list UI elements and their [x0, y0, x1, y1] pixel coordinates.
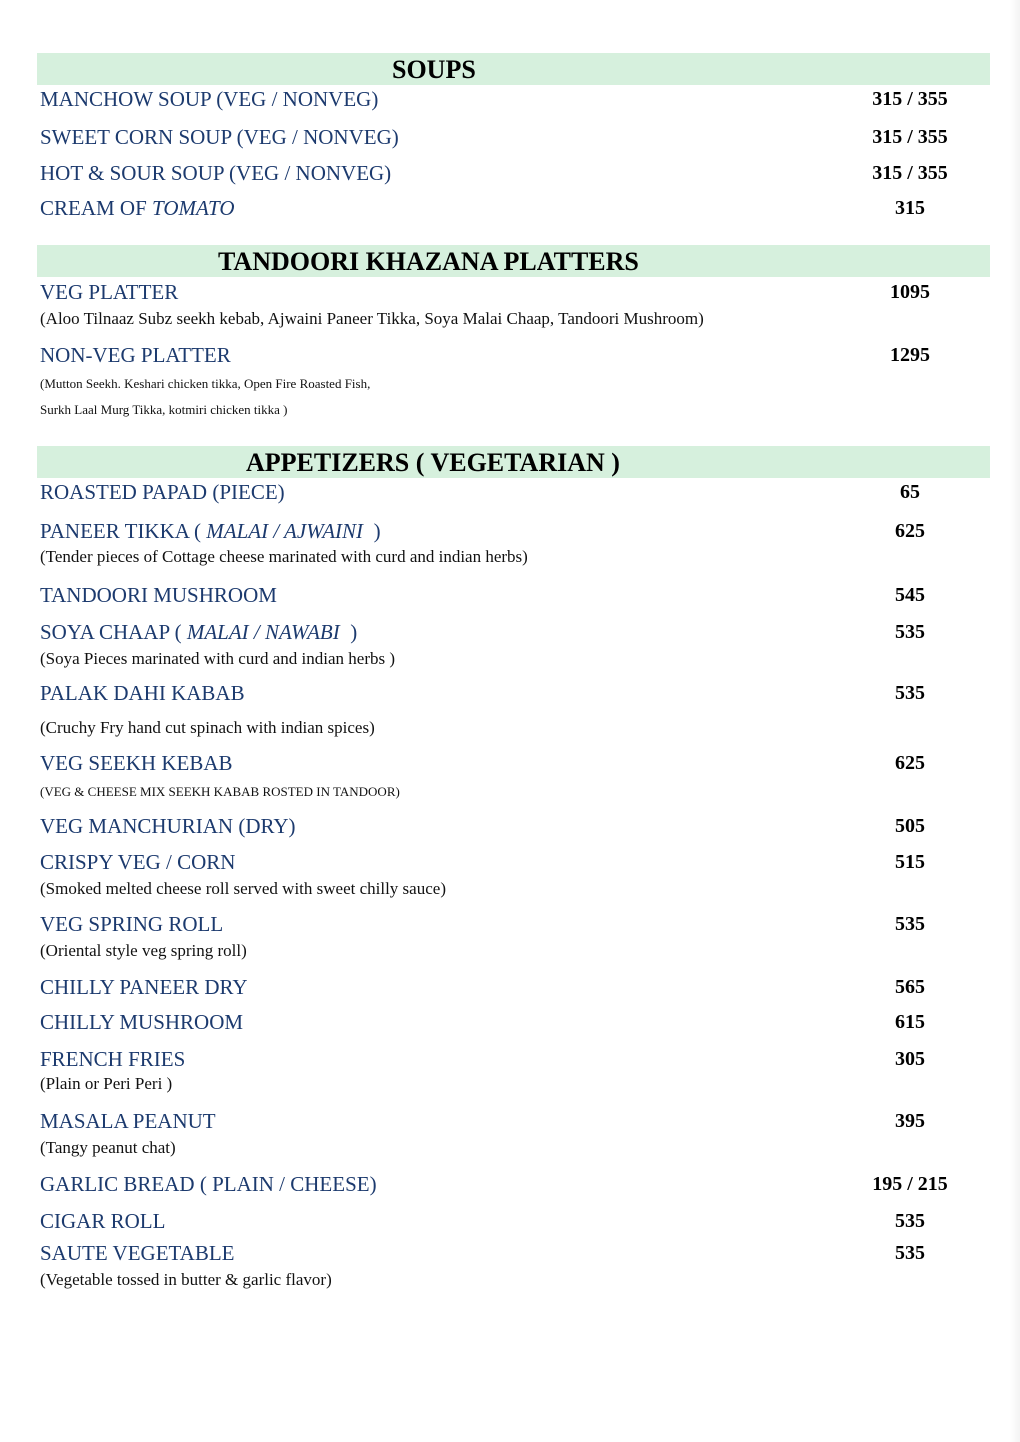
menu-item-name — [40, 519, 381, 543]
menu-item-description: (Aloo Tilnaaz Subz seekh kebab, Ajwaini Paneer Tikka, Soya Malai Chaap, Tandoori Mushroom) — [40, 309, 704, 328]
menu-item-description: (Cruchy Fry hand cut spinach with indian spices) — [40, 718, 375, 737]
menu-item-name: PALAK DAHI KABAB — [40, 681, 245, 705]
menu-item-name: ROASTED PAPAD (PIECE) — [40, 480, 285, 504]
section-title: APPETIZERS ( VEGETARIAN ) — [246, 448, 620, 477]
menu-item-price: 535 — [895, 913, 925, 935]
menu-item-description: (Oriental style veg spring roll) — [40, 941, 247, 960]
menu-item-name: VEG SEEKH KEBAB — [40, 751, 233, 775]
menu-item-name-italic: MALAI / AJWAINI — [206, 519, 364, 543]
menu-item-name: CHILLY PANEER DRY — [40, 975, 248, 999]
section-title: SOUPS — [392, 55, 476, 84]
menu-item-price: 625 — [895, 752, 925, 774]
section-header-soups — [37, 53, 990, 85]
menu-item-name: CIGAR ROLL — [40, 1209, 166, 1233]
section-title: TANDOORI KHAZANA PLATTERS — [218, 247, 639, 276]
menu-item-price: 535 — [895, 1210, 925, 1232]
menu-item-name: VEG PLATTER — [40, 280, 179, 304]
menu-item-name-part: ) — [339, 620, 358, 644]
menu-item-price: 515 — [895, 851, 925, 873]
menu-item-price: 505 — [895, 815, 925, 837]
menu-item-name-part: PANEER TIKKA ( — [40, 519, 207, 543]
menu-item-description: (Plain or Peri Peri ) — [40, 1074, 173, 1093]
menu-item-price: 535 — [895, 682, 925, 704]
menu-item-description: (Vegetable tossed in butter & garlic flavor) — [40, 1270, 332, 1289]
menu-item-name-italic: TOMATO — [152, 196, 235, 220]
menu-item-name-part: ) — [363, 519, 381, 543]
menu-item-description: (Mutton Seekh. Keshari chicken tikka, Open Fire Roasted Fish, — [40, 376, 371, 391]
menu-item-price: 545 — [895, 584, 925, 606]
menu-item-price: 65 — [900, 481, 920, 503]
menu-item-price: 1095 — [890, 281, 930, 303]
menu-item-price: 1295 — [890, 344, 930, 366]
menu-item-name — [40, 620, 357, 644]
menu-item-price: 315 / 355 — [872, 162, 948, 184]
menu-item-name: CRISPY VEG / CORN — [40, 850, 236, 874]
menu-item-price: 315 / 355 — [872, 126, 948, 148]
menu-item-name-part: CREAM OF — [40, 196, 153, 220]
menu-item-price: 395 — [895, 1110, 925, 1132]
menu-item-name: FRENCH FRIES — [40, 1047, 186, 1071]
menu-item-description: Surkh Laal Murg Tikka, kotmiri chicken tikka ) — [40, 402, 288, 417]
menu-item-name-part: SOYA CHAAP ( — [40, 620, 187, 644]
menu-item-description: (Tangy peanut chat) — [40, 1138, 176, 1157]
menu-item-description: (Tender pieces of Cottage cheese marinated with curd and indian herbs) — [40, 547, 528, 566]
menu-item-price: 315 / 355 — [872, 88, 948, 110]
section-header-platters — [37, 245, 990, 277]
menu-item-name: SWEET CORN SOUP (VEG / NONVEG) — [40, 125, 399, 149]
menu-item-price: 195 / 215 — [872, 1173, 948, 1195]
menu-item-name: HOT & SOUR SOUP (VEG / NONVEG) — [40, 161, 392, 185]
menu-item-price: 535 — [895, 621, 925, 643]
menu-item-description: (Soya Pieces marinated with curd and indian herbs ) — [40, 649, 396, 668]
menu-item-price: 565 — [895, 976, 925, 998]
menu-item-description: (Smoked melted cheese roll served with sweet chilly sauce) — [40, 879, 446, 898]
menu-item-description: (VEG & CHEESE MIX SEEKH KABAB ROSTED IN TANDOOR) — [40, 784, 400, 799]
menu-item-name-italic: MALAI / NAWABI — [186, 620, 340, 644]
menu-item-price: 615 — [895, 1011, 925, 1033]
menu-item-price: 305 — [895, 1048, 925, 1070]
menu-item-name: SAUTE VEGETABLE — [40, 1241, 235, 1265]
menu-item-name: VEG MANCHURIAN (DRY) — [40, 814, 296, 838]
section-header-appetizers — [37, 446, 990, 478]
menu-item-name: CHILLY MUSHROOM — [40, 1010, 244, 1034]
menu-item-name: MANCHOW SOUP (VEG / NONVEG) — [40, 87, 379, 111]
page-edge-shadow — [1010, 0, 1020, 1442]
menu-item-price: 625 — [895, 520, 925, 542]
menu-item-name: NON-VEG PLATTER — [40, 343, 231, 367]
menu-item-name: VEG SPRING ROLL — [40, 912, 224, 936]
menu-item-name: TANDOORI MUSHROOM — [40, 583, 277, 607]
menu-item-price: 535 — [895, 1242, 925, 1264]
menu-item-name — [40, 196, 235, 220]
menu-item-name: GARLIC BREAD ( PLAIN / CHEESE) — [40, 1172, 377, 1196]
menu-item-name: MASALA PEANUT — [40, 1109, 216, 1133]
menu-item-price: 315 — [895, 197, 925, 219]
